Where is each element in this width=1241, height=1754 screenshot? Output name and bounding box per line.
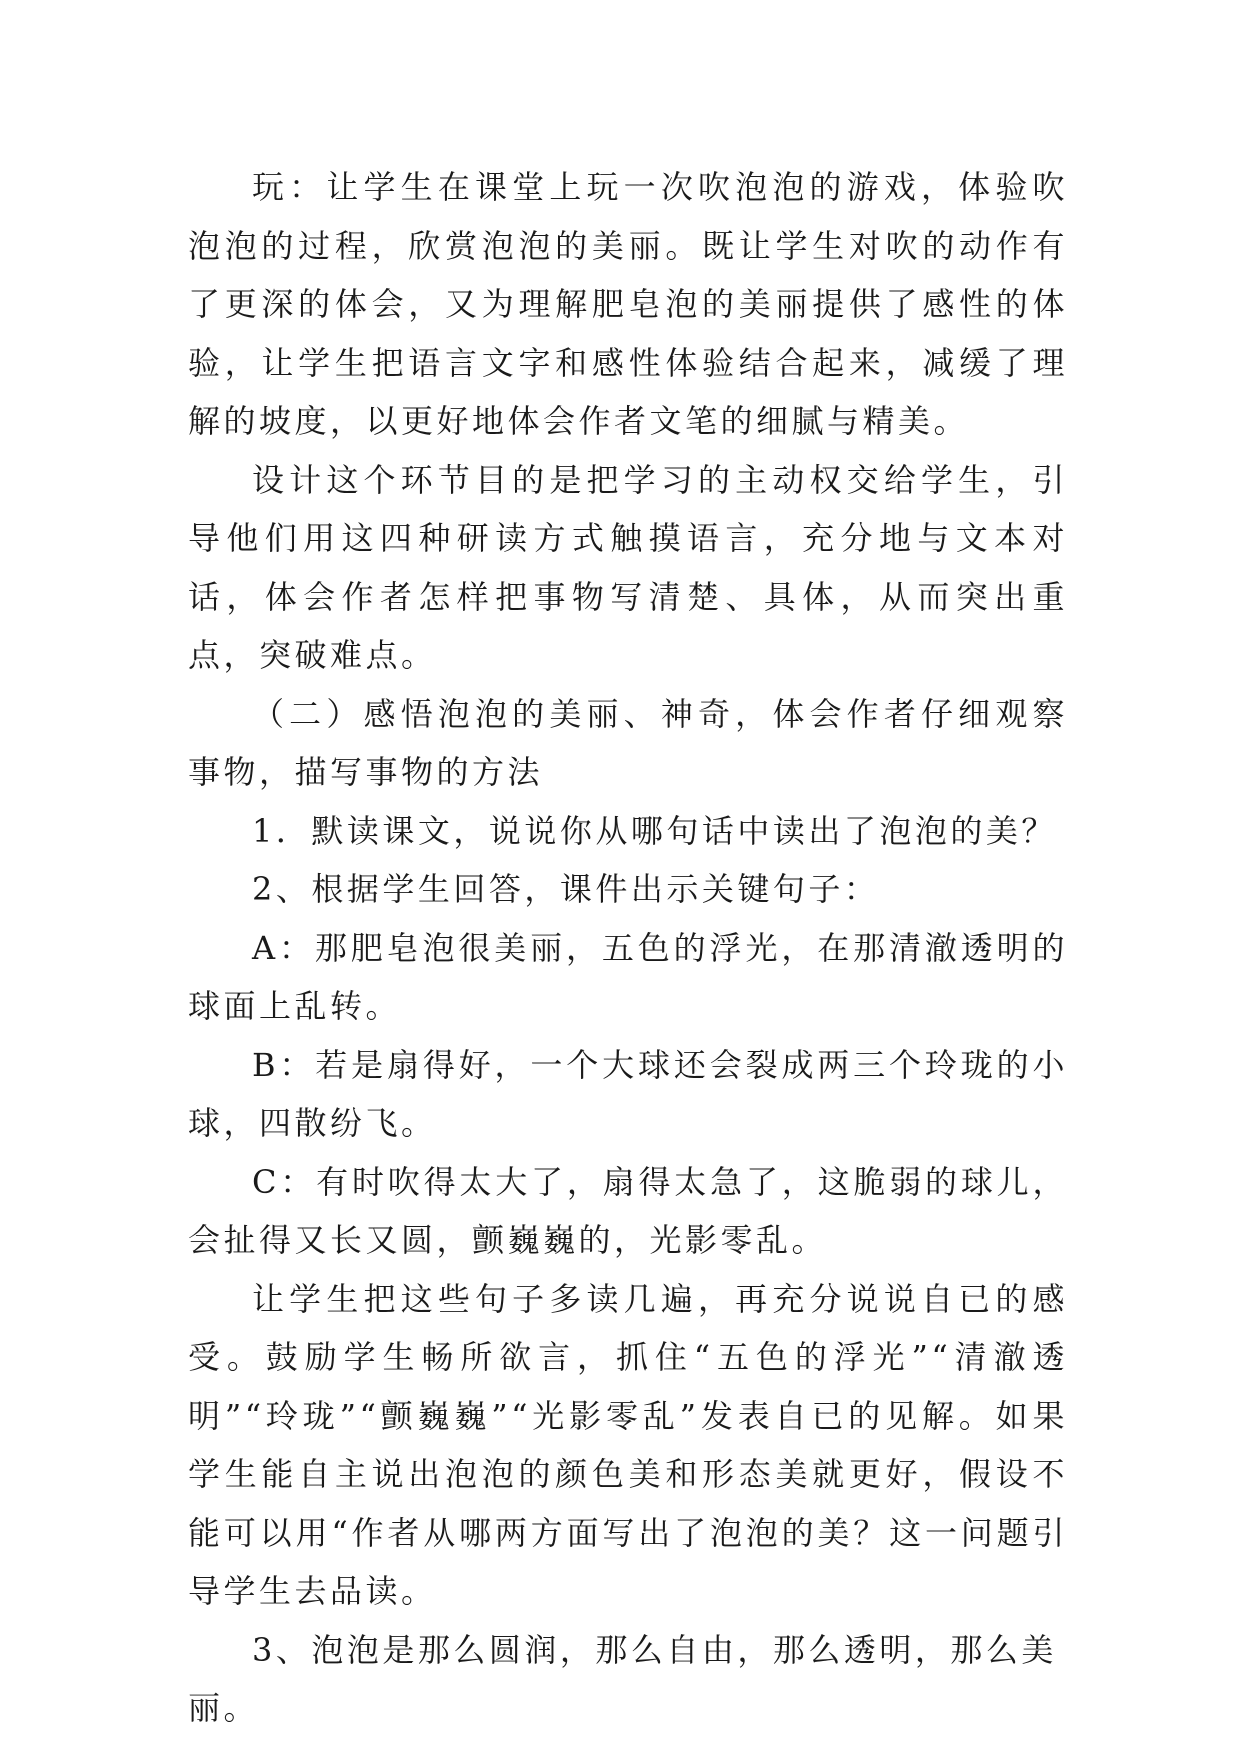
paragraph-reading-guidance: 让学生把这些句子多读几遍，再充分说说自已的感受。鼓励学生畅所欲言，抓住“五色的浮光”“清澈透明”“玲珑”“颤巍巍”“光影零乱”发表自已的见解。如果学生能自主说出泡泡的颜色美和形态美就更好，假设不能可以用“作者从哪两方面写出了泡泡的美？这一问题引导学生去品读。 <box>188 1279 1068 1610</box>
document-body <box>188 158 1068 1738</box>
paragraph-design-purpose: 设计这个环节目的是把学习的主动权交给学生，引导他们用这四种研读方式触摸语言，充分地与文本对话，体会作者怎样把事物写清楚、具体，从而突出重点，突破难点。 <box>188 460 1068 674</box>
step-3: 3、泡泡是那么圆润，那么自由，那么透明，那么美丽。 <box>188 1630 1057 1727</box>
section-heading-2: （二）感悟泡泡的美丽、神奇，体会作者仔细观察事物，描写事物的方法 <box>188 694 1068 791</box>
key-sentence-c: C：有时吹得太大了，扇得太急了，这脆弱的球儿，会扯得又长又圆，颤巍巍的，光影零乱。 <box>188 1162 1068 1259</box>
key-sentence-a: A：那肥皂泡很美丽，五色的浮光，在那清澈透明的球面上乱转。 <box>188 928 1068 1025</box>
step-2: 2、根据学生回答，课件出示关键句子： <box>252 870 880 908</box>
step-1: 1．默读课文，说说你从哪句话中读出了泡泡的美？ <box>252 811 1057 850</box>
key-sentence-b: B：若是扇得好，一个大球还会裂成两三个玲珑的小球，四散纷飞。 <box>188 1045 1068 1142</box>
paragraph-play: 玩：让学生在课堂上玩一次吹泡泡的游戏，体验吹泡泡的过程，欣赏泡泡的美丽。既让学生对吹的动作有了更深的体会，又为理解肥皂泡的美丽提供了感性的体验，让学生把语言文字和感性体验结合起来，减缓了理解的坡度，以更好地体会作者文笔的细腻与精美。 <box>188 168 1068 440</box>
